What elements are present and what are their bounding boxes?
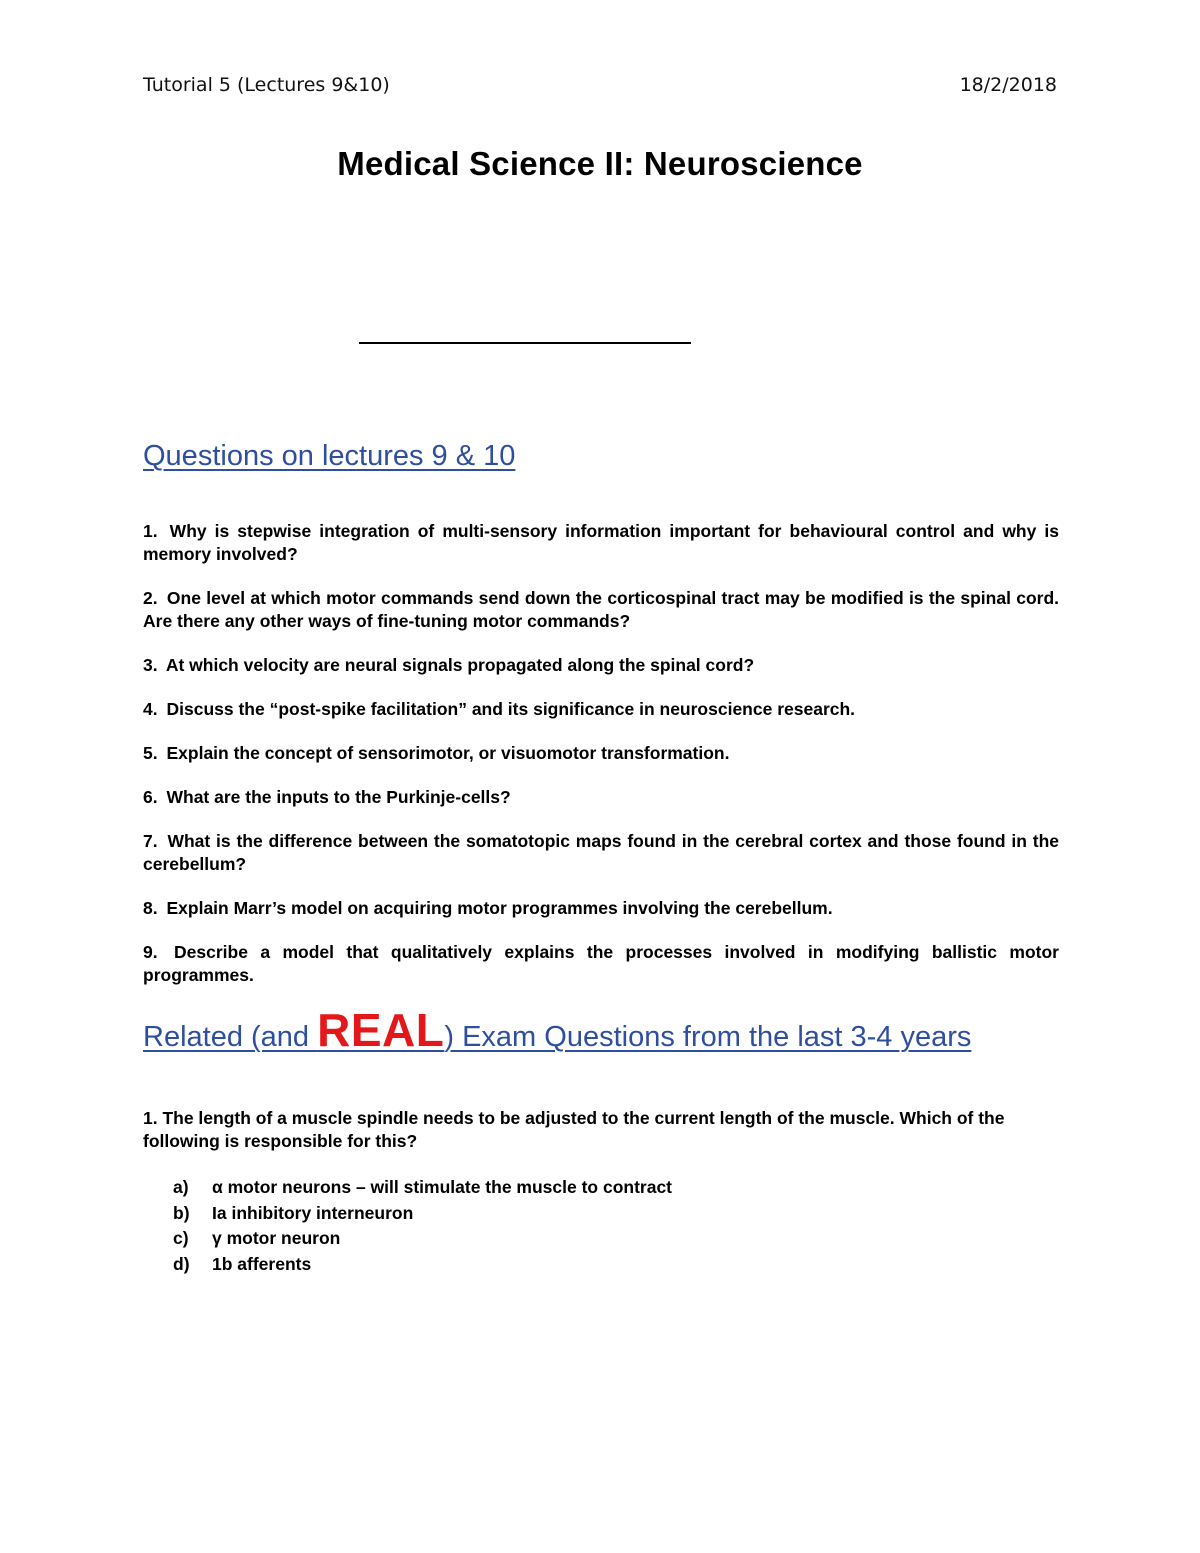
question-item [143,830,1059,876]
option-text: α motor neurons – will stimulate the muscle to contract [212,1177,673,1197]
answer-option [173,1201,672,1227]
question-number: 2. [143,588,158,608]
question-text: Describe a model that qualitatively explains the processes involved in modifying ballistic motor programmes. [143,942,1059,985]
question-text: Explain Marr’s model on acquiring motor programmes involving the cerebellum. [166,898,833,918]
question-text: What is the difference between the somatotopic maps found in the cerebral cortex and those found in the cerebellum? [143,831,1059,874]
question-item [143,654,1059,677]
header-tutorial-label: Tutorial 5 (Lectures 9&10) [143,74,390,96]
divider-line [359,342,691,344]
question-item [143,587,1059,633]
question-number: 6. [143,787,158,807]
option-text: 1b afferents [212,1253,312,1274]
exam-heading-suffix: ) Exam Questions from the last 3-4 years [444,1021,972,1053]
question-text: What are the inputs to the Purkinje-cells? [166,787,511,807]
question-number: 4. [143,699,158,719]
answer-option [173,1175,672,1201]
question-item [143,742,1059,765]
question-number: 8. [143,898,158,918]
answer-option-list [173,1175,672,1277]
question-item [143,786,1059,809]
exam-question-text: 1. The length of a muscle spindle needs to be adjusted to the current length of the muscle. Which of the following is responsible for this? [143,1108,1005,1151]
question-text: At which velocity are neural signals propagated along the spinal cord? [165,655,755,675]
exam-heading-real-emphasis: REAL [317,1004,445,1056]
question-text: Why is stepwise integration of multi-sensory information important for behavioural control and why is memory involved? [143,521,1059,564]
question-item [143,698,1059,721]
option-text: γ motor neuron [212,1228,341,1248]
exam-section-heading [143,1003,971,1057]
answer-option [173,1226,672,1252]
question-text: One level at which motor commands send down the corticospinal tract may be modified is the spinal cord. Are there any other ways of fine-tuning motor commands? [143,588,1059,631]
header-date: 18/2/2018 [959,74,1057,96]
question-item [143,897,1059,920]
question-number: 5. [143,743,158,763]
answer-option [173,1252,672,1278]
question-text: Explain the concept of sensorimotor, or visuomotor transformation. [166,743,730,763]
option-letter: c) [173,1228,189,1248]
question-number: 7. [143,831,158,851]
option-text: Ia inhibitory interneuron [212,1202,414,1223]
question-number: 1. [143,521,158,541]
question-item [143,941,1059,987]
question-number: 3. [143,655,158,675]
option-letter: b) [173,1202,190,1223]
section-heading-lectures: Questions on lectures 9 & 10 [143,440,516,472]
question-text: Discuss the “post-spike facilitation” and its significance in neuroscience research. [166,699,856,719]
question-number: 9. [143,942,158,962]
option-letter: d) [173,1253,190,1274]
question-list [143,520,1059,1008]
page-title: Medical Science II: Neuroscience [337,145,863,182]
option-letter: a) [173,1177,189,1197]
question-item [143,520,1059,566]
exam-heading-prefix: Related (and [143,1021,318,1053]
